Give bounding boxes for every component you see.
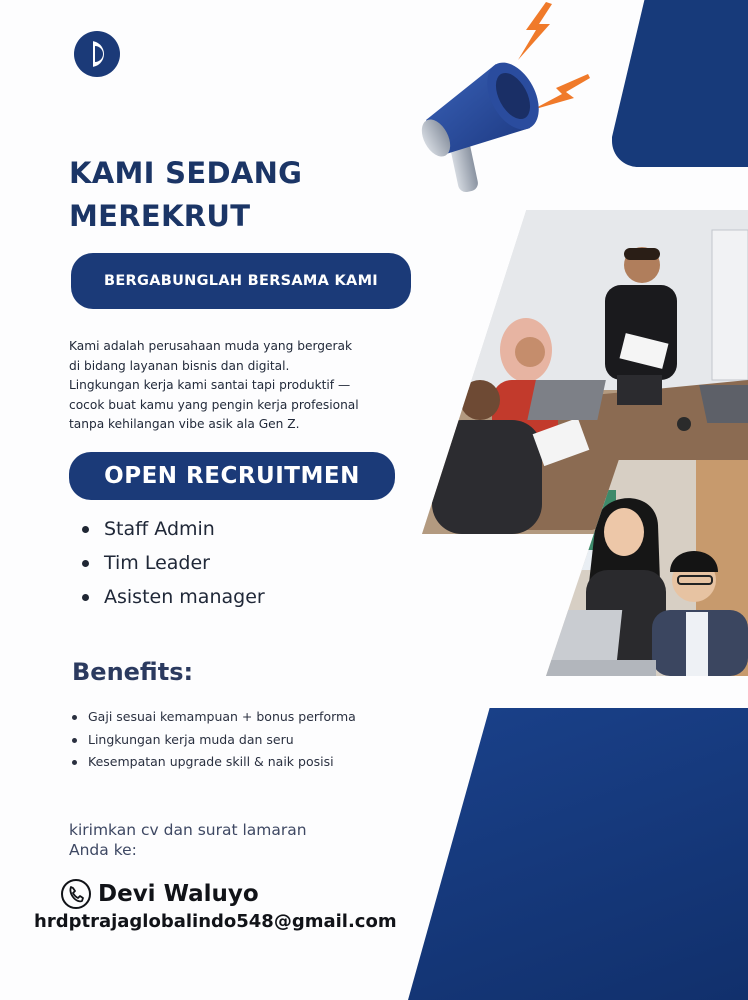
description-line: Kami adalah perusahaan muda yang bergerak <box>69 339 353 353</box>
company-description <box>69 337 419 435</box>
description-line: cocok buat kamu yang pengin kerja profesional <box>69 397 359 412</box>
headline-line-1: KAMI SEDANG <box>69 156 303 190</box>
page-title <box>69 152 369 238</box>
headline-line-2: MEREKRUT <box>69 199 251 233</box>
list-item: Asisten manager <box>82 580 265 614</box>
benefits-heading: Benefits: <box>72 658 194 686</box>
open-recruitment-banner: OPEN RECRUITMEN <box>69 452 395 500</box>
send-line: Anda ke: <box>69 841 137 859</box>
list-item: Tim Leader <box>82 546 265 580</box>
send-line: kirimkan cv dan surat lamaran <box>69 821 307 839</box>
list-item: Gaji sesuai kemampuan + bonus performa <box>72 706 356 729</box>
list-item: Lingkungan kerja muda dan seru <box>72 729 356 752</box>
contact-email: hrdptrajaglobalindo548@gmail.com <box>34 911 397 932</box>
top-right-navy-shape <box>612 0 748 167</box>
positions-list <box>82 512 265 614</box>
benefits-list <box>72 706 356 774</box>
megaphone-icon <box>418 50 548 200</box>
phone-icon <box>60 878 92 910</box>
join-us-banner: BERGABUNGLAH BERSAMA KAMI <box>71 253 411 309</box>
bottom-right-navy-shape <box>408 708 748 1000</box>
description-line: tanpa kehilangan vibe asik ala Gen Z. <box>69 417 300 432</box>
description-line: Lingkungan kerja kami santai tapi produktif — <box>69 378 351 393</box>
send-cv-instructions <box>69 820 307 860</box>
list-item: Kesempatan upgrade skill & naik posisi <box>72 751 356 774</box>
description-line: di bidang layanan bisnis dan digital. <box>69 358 290 373</box>
list-item: Staff Admin <box>82 512 265 546</box>
company-logo-icon <box>74 31 120 77</box>
contact-name: Devi Waluyo <box>98 881 259 907</box>
